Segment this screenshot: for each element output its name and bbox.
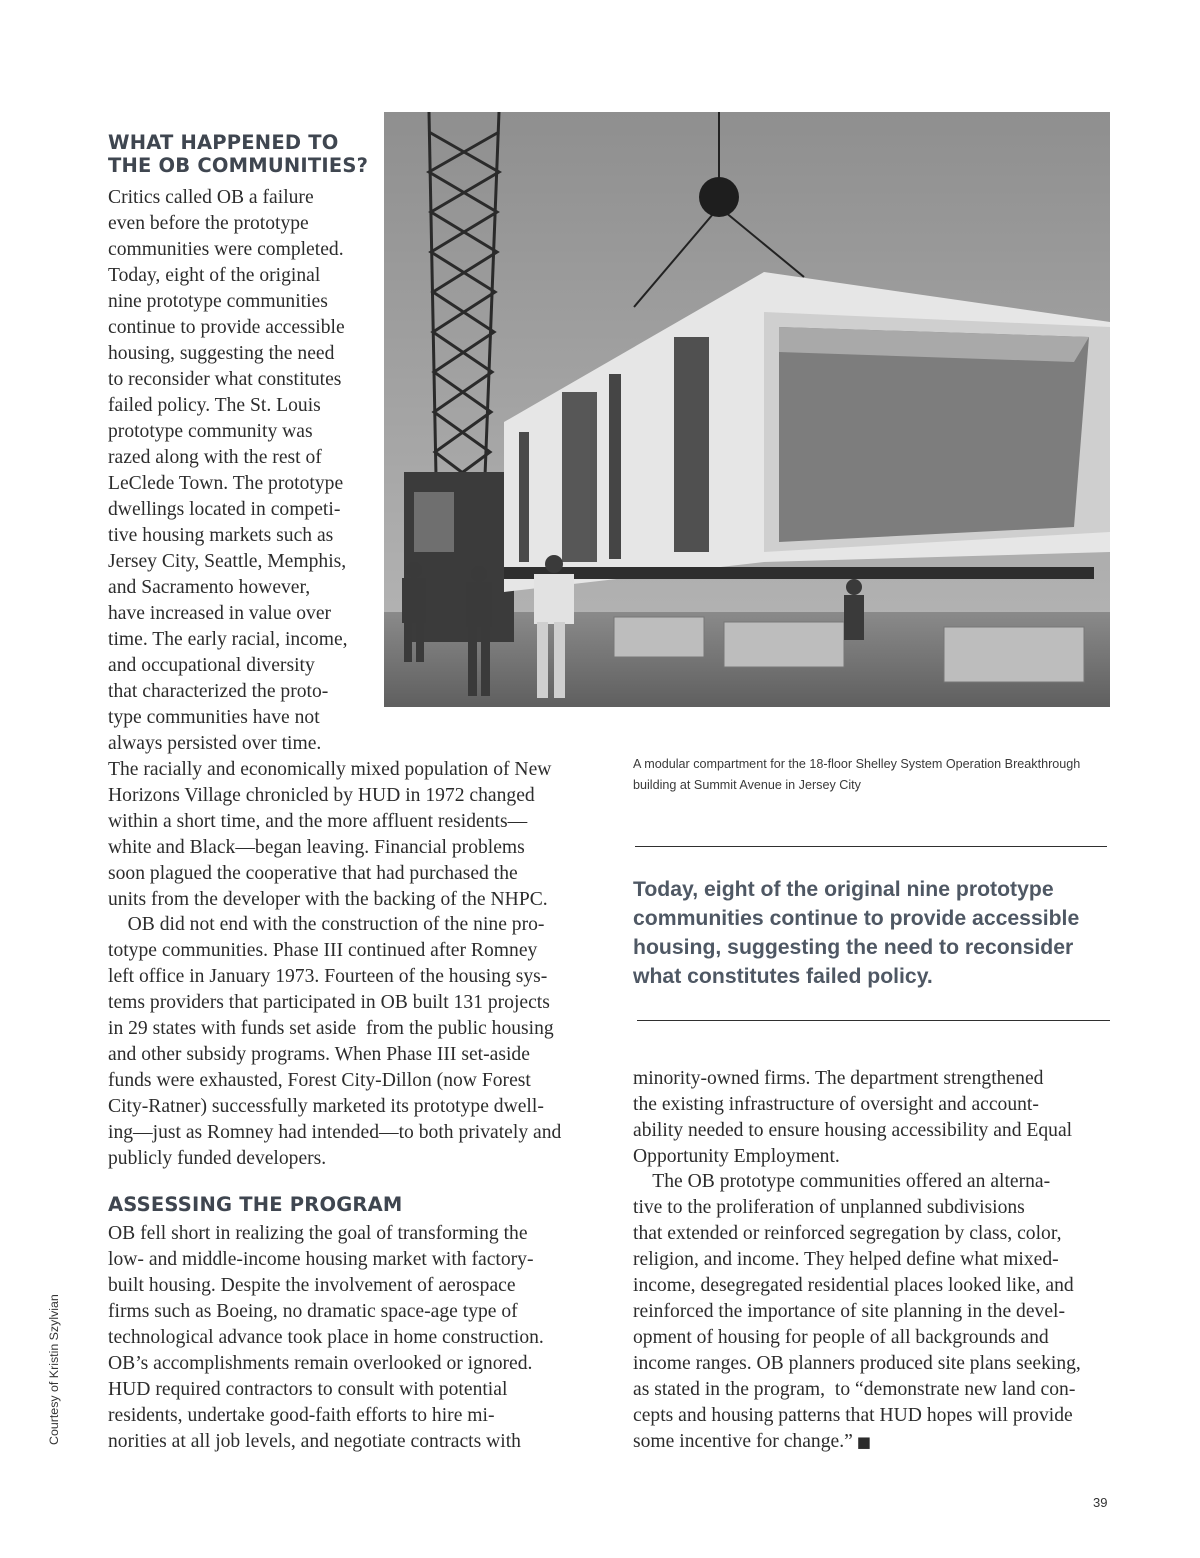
body-line: totype communities. Phase III continued after Romney [108,940,538,961]
body-line: technological advance took place in home construction. [108,1327,544,1348]
body-line: communities were completed. [108,239,344,260]
body-line: have increased in value over [108,603,332,624]
body-line: religion, and income. They helped define what mixed- [633,1249,1059,1270]
body-line: publicly funded developers. [108,1148,327,1169]
heading-line-2: THE OB COMMUNITIES? [108,154,369,177]
body-line: razed along with the rest of [108,447,322,468]
body-line: firms such as Boeing, no dramatic space-age type of [108,1301,518,1322]
body-line: The OB prototype communities offered an alterna- [633,1171,1051,1192]
body-line: Opportunity Employment. [633,1146,840,1167]
body-line: income, desegregated residential places looked like, and [633,1275,1074,1296]
construction-photo [384,112,1110,707]
body-line: the existing infrastructure of oversight and account- [633,1094,1039,1115]
body-line: Today, eight of the original [108,265,321,286]
body-line: residents, undertake good-faith efforts to hire mi- [108,1405,495,1426]
body-line: tems providers that participated in OB built 131 projects [108,992,550,1013]
body-line: opment of housing for people of all backgrounds and [633,1327,1049,1348]
body-line: low- and middle-income housing market with factory- [108,1249,534,1270]
body-line: norities at all job levels, and negotiate contracts with [108,1431,521,1452]
divider-bottom [637,1020,1110,1021]
body-line: nine prototype communities [108,291,328,312]
body-line: LeClede Town. The prototype [108,473,344,494]
body-line: even before the prototype [108,213,309,234]
body-line: as stated in the program, to “demonstrate new land con- [633,1379,1076,1400]
body-line: City-Ratner) successfully marketed its prototype dwell- [108,1096,544,1117]
body-line: Critics called OB a failure [108,187,314,208]
heading-line-1: WHAT HAPPENED TO [108,131,339,154]
body-line: in 29 states with funds set aside from the public housing [108,1018,554,1039]
body-line: soon plagued the cooperative that had purchased the [108,863,518,884]
body-line: The racially and economically mixed population of New [108,759,552,780]
body-line: left office in January 1973. Fourteen of the housing sys- [108,966,548,987]
body-line: HUD required contractors to consult with potential [108,1379,508,1400]
body-line: time. The early racial, income, [108,629,348,650]
end-mark-icon: ■ [856,1433,871,1451]
section-heading-assessing: ASSESSING THE PROGRAM [108,1193,403,1216]
body-line: within a short time, and the more affluent residents— [108,811,528,832]
body-line [633,1429,871,1456]
body-line: always persisted over time. [108,733,322,754]
body-line: OB fell short in realizing the goal of transforming the [108,1223,528,1244]
body-line: and Sacramento however, [108,577,311,598]
body-line: built housing. Despite the involvement of aerospace [108,1275,516,1296]
body-line: funds were exhausted, Forest City-Dillon (now Forest [108,1070,531,1091]
body-line: white and Black—began leaving. Financial problems [108,837,525,858]
body-line: cepts and housing patterns that HUD hopes will provide [633,1405,1073,1426]
body-line: that extended or reinforced segregation by class, color, [633,1223,1062,1244]
photo-caption: A modular compartment for the 18-floor Shelley System Operation Breakthrough building at Summit Avenue in Jersey City [633,757,1081,792]
body-line: minority-owned firms. The department strengthened [633,1068,1044,1089]
body-line: and other subsidy programs. When Phase III set-aside [108,1044,530,1065]
photo-credit: Courtesy of Kristin Szylvian [47,1294,61,1445]
body-line: OB’s accomplishments remain overlooked or ignored. [108,1353,533,1374]
body-line: ing—just as Romney had intended—to both privately and [108,1122,562,1143]
body-line: type communities have not [108,707,320,728]
body-line: dwellings located in competi- [108,499,341,520]
page-number: 39 [1093,1495,1108,1510]
body-line: failed policy. The St. Louis [108,395,321,416]
body-line-text: some incentive for change.” [633,1431,853,1452]
body-line: tive to the proliferation of unplanned subdivisions [633,1197,1025,1218]
body-line: reinforced the importance of site planning in the devel- [633,1301,1065,1322]
body-line: units from the developer with the backing of the NHPC. [108,889,548,910]
body-line: income ranges. OB planners produced site plans seeking, [633,1353,1081,1374]
body-line: to reconsider what constitutes [108,369,342,390]
section-heading-ob-communities [108,131,368,177]
body-line: and occupational diversity [108,655,315,676]
body-line: housing, suggesting the need [108,343,335,364]
body-line: ability needed to ensure housing accessibility and Equal [633,1120,1073,1141]
body-line: prototype community was [108,421,313,442]
photo-illustration [384,112,1110,707]
body-line: tive housing markets such as [108,525,334,546]
body-line: continue to provide accessible [108,317,345,338]
body-line: OB did not end with the construction of the nine pro- [108,914,545,935]
divider-top [635,846,1107,847]
pull-quote: Today, eight of the original nine prototype communities continue to provide accessible housing, suggesting the need to reconsider what constitutes failed policy. [633,878,1080,988]
body-line: that characterized the proto- [108,681,329,702]
body-line: Jersey City, Seattle, Memphis, [108,551,347,572]
body-line: Horizons Village chronicled by HUD in 1972 changed [108,785,535,806]
